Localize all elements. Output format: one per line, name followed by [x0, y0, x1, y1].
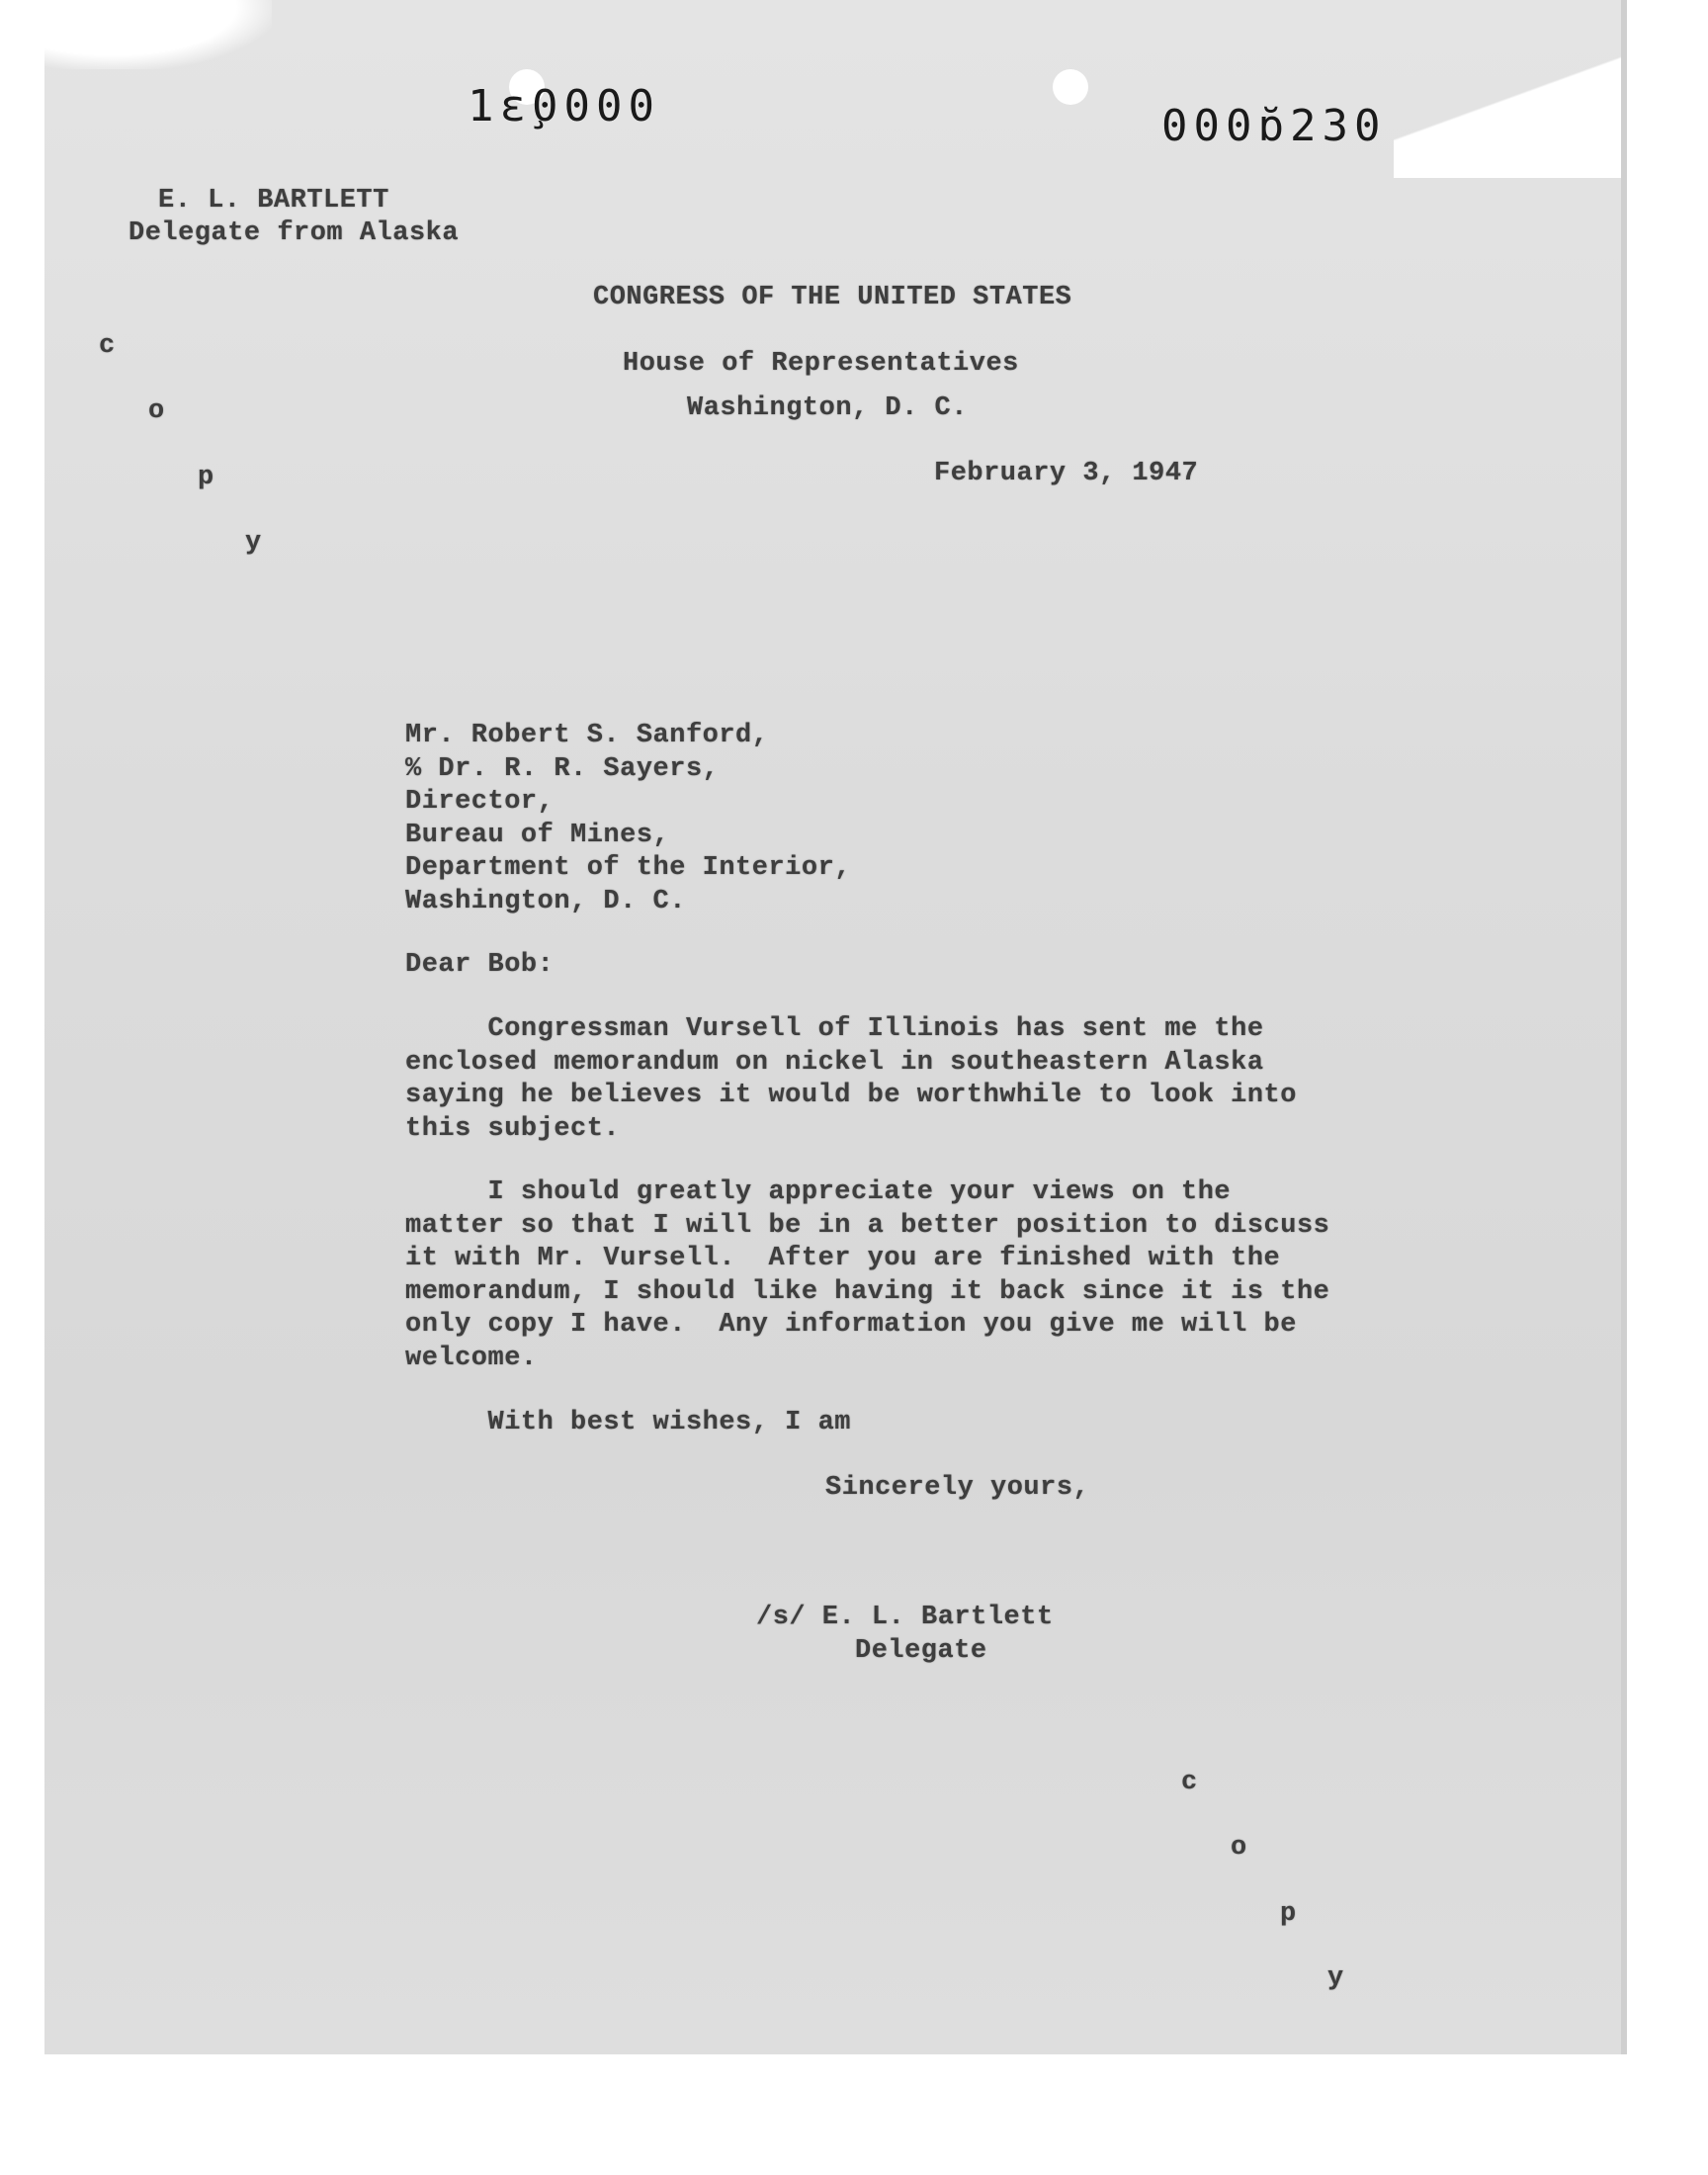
addressee-line: Department of the Interior, — [405, 853, 851, 883]
addressee-line: Director, — [405, 787, 555, 817]
sender-title: Delegate from Alaska — [128, 218, 460, 248]
copy-mark-left-c: c — [99, 331, 116, 361]
body-line: Congressman Vursell of Illinois has sent me the — [405, 1014, 1264, 1044]
body-line: it with Mr. Vursell. After you are finished with the — [405, 1244, 1281, 1273]
letterhead-city: Washington, D. C. — [687, 393, 968, 423]
letterhead-congress: CONGRESS OF THE UNITED STATES — [593, 283, 1072, 312]
folded-corner — [1394, 40, 1621, 178]
addressee-line: Bureau of Mines, — [405, 820, 670, 850]
addressee-line: Mr. Robert S. Sanford, — [405, 721, 769, 750]
body-line: memorandum, I should like having it back since it is the — [405, 1276, 1330, 1307]
torn-corner — [44, 0, 272, 69]
body-line: saying he believes it would be worthwhile to look into — [405, 1081, 1297, 1110]
letter-sheet — [44, 0, 1627, 2054]
body-paragraph-2 — [405, 1179, 1394, 1378]
document-number-left: 1ɛ̧0000 — [468, 81, 660, 131]
copy-mark-left-o: o — [148, 396, 165, 426]
punch-hole-right — [1053, 69, 1088, 105]
complimentary-close: Sincerely yours, — [825, 1473, 1090, 1503]
copy-mark-right-y: y — [1327, 1963, 1344, 1993]
body-line: enclosed memorandum on nickel in southeastern Alaska — [405, 1047, 1264, 1078]
copy-mark-right-c: c — [1181, 1768, 1198, 1797]
copy-mark-right-o: o — [1231, 1833, 1247, 1863]
closing-line: With best wishes, I am — [405, 1408, 851, 1437]
body-line: only copy I have. Any information you give me will be — [405, 1310, 1297, 1340]
copy-mark-left-y: y — [245, 528, 262, 558]
signature-title: Delegate — [855, 1636, 987, 1666]
document-number-right: 000ɒ̆230 — [1161, 101, 1387, 151]
letter-date: February 3, 1947 — [934, 459, 1199, 488]
signature-name: /s/ E. L. Bartlett — [756, 1603, 1054, 1632]
body-line: matter so that I will be in a better position to discuss — [405, 1210, 1330, 1241]
body-line: I should greatly appreciate your views on the — [405, 1177, 1232, 1207]
body-line: welcome. — [405, 1343, 538, 1373]
letterhead-house: House of Representatives — [623, 349, 1019, 379]
salutation: Dear Bob: — [405, 950, 555, 980]
sender-name: E. L. BARTLETT — [158, 186, 389, 216]
body-line: this subject. — [405, 1113, 621, 1144]
copy-mark-left-p: p — [198, 463, 214, 492]
body-paragraph-1 — [405, 1016, 1394, 1149]
addressee-line: % Dr. R. R. Sayers, — [405, 753, 720, 784]
addressee-line: Washington, D. C. — [405, 886, 686, 916]
addressee-block — [405, 723, 1394, 921]
copy-mark-right-p: p — [1280, 1899, 1297, 1929]
